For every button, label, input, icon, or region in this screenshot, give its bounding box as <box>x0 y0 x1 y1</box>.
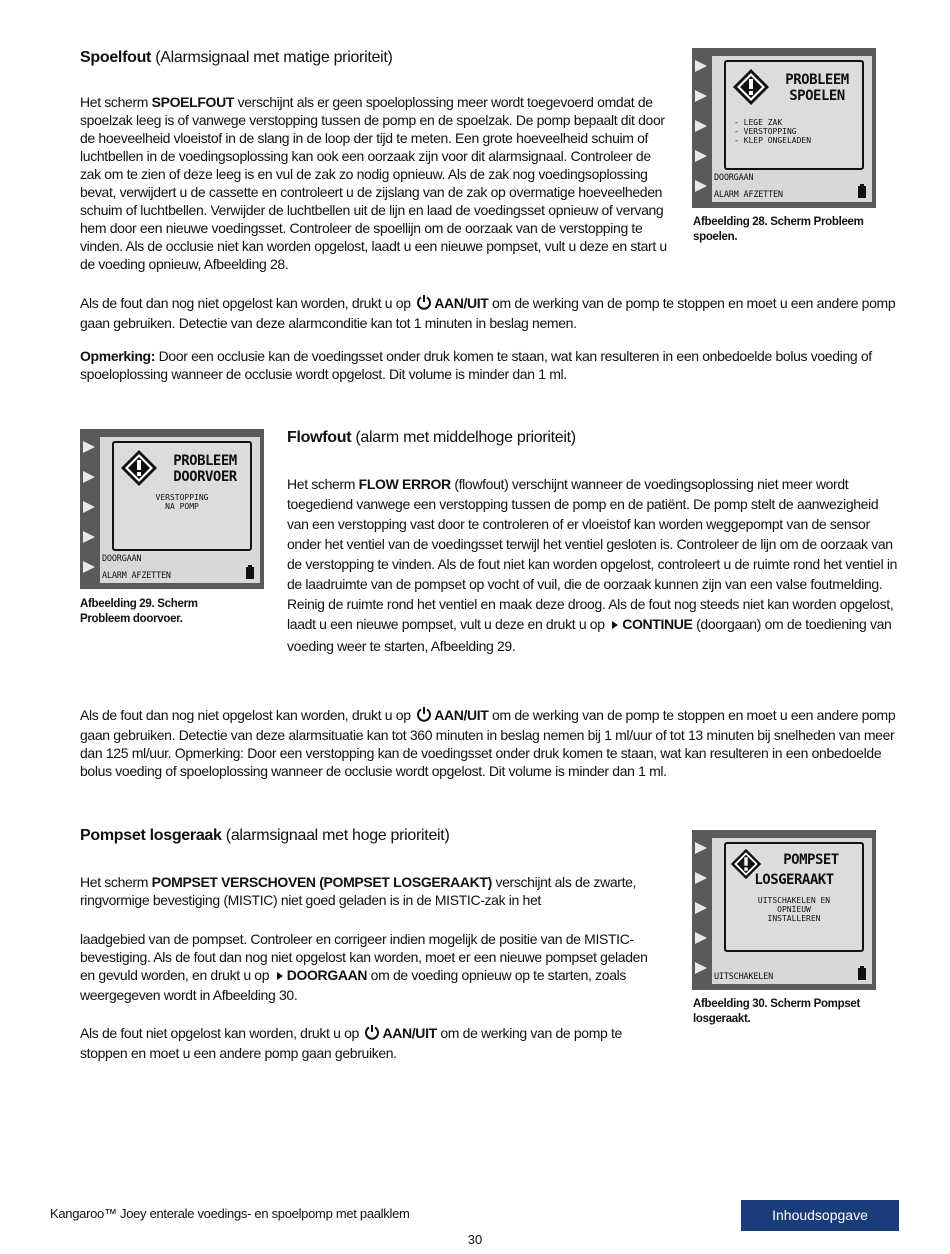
play-arrow-icon <box>692 840 710 856</box>
screen-title <box>764 852 858 868</box>
body-line: - LEGE ZAK <box>734 118 783 127</box>
text: Als de fout dan nog niet opgelost kan worden, drukt u op <box>80 295 415 311</box>
lcd-display <box>712 56 872 202</box>
power-icon <box>364 1024 380 1044</box>
text: Het scherm <box>287 476 359 492</box>
play-arrow-icon <box>692 178 710 194</box>
body-line: VERSTOPPING <box>155 493 209 502</box>
text: Het scherm <box>80 874 152 890</box>
title-line: DOORVOER <box>173 469 237 485</box>
body-line: - VERSTOPPING <box>734 127 797 136</box>
play-arrow-icon <box>692 930 710 946</box>
body-line: NA POMP <box>165 502 199 511</box>
paragraph-pompset-3 <box>80 1024 660 1062</box>
text: verschijnt als de zwarte, ringvormige bevestiging (MISTIC) niet goed geladen is in de MISTIC-zak in het <box>80 874 637 908</box>
pump-screen-probleem-doorvoer <box>80 429 264 589</box>
play-arrow-icon <box>80 529 98 545</box>
body-line: - KLEP ONGELADEN <box>734 136 812 145</box>
softkey-doorgaan[interactable]: DOORGAAN <box>102 554 142 564</box>
play-arrow-icon <box>80 559 98 575</box>
body-line: UITSCHAKELEN EN <box>757 896 831 905</box>
keyword-doorgaan: DOORGAAN <box>286 967 368 983</box>
play-arrow-icon <box>80 499 98 515</box>
alarm-box <box>724 60 864 170</box>
caption-fig29 <box>80 597 270 627</box>
softkey-alarm-afzetten[interactable]: ALARM AFZETTEN <box>102 571 171 581</box>
screen-body <box>118 493 246 511</box>
softkey-alarm-afzetten[interactable]: ALARM AFZETTEN <box>714 190 783 200</box>
priority-flowfout: (alarm met middelhoge prioriteit) <box>355 429 576 446</box>
text: om de voeding opnieuw op te starten, zoals weergegeven wordt in Afbeelding 30. <box>80 967 627 1003</box>
play-arrow-icon <box>80 469 98 485</box>
softkey-uitschakelen[interactable]: UITSCHAKELEN <box>714 972 774 982</box>
alarm-box <box>112 441 252 551</box>
keyword-spoelfout: SPOELFOUT <box>151 94 235 110</box>
pump-screen-pompset-losgeraakt <box>692 830 876 990</box>
text: (doorgaan) om de toediening van voeding weer te starten, Afbeelding 29. <box>287 616 892 654</box>
text: Als de fout niet opgelost kan worden, drukt u op <box>80 1025 363 1041</box>
section-title-pompset <box>80 826 670 846</box>
softkey-arrows <box>692 58 712 208</box>
battery-icon <box>858 184 866 198</box>
keyword-continue: CONTINUE <box>622 616 693 632</box>
priority-pompset: (alarmsignaal met hoge prioriteit) <box>225 827 450 844</box>
heading-flowfout: Flowfout <box>287 429 352 446</box>
keyword-pompset-verschoven: POMPSET VERSCHOVEN (POMPSET LOSGERAAKT) <box>151 874 492 890</box>
text: verschijnt als er geen spoeloplossing meer wordt toegevoerd omdat de spoelzak leeg is of vanwege verstopping tussen de pomp en de spoelzak. De pomp bepaalt dit door de hoeveelheid vloeistof in de slang in de loop der tijd te meten. Een grote hoeveelheid schuim of luchtbellen in de voedingsoplossing kan ook een oorzaak zijn voor dit alarmsignaal. Controleer de zak om te zien of deze leeg is en vul de zak zo nodig opnieuw. Als de zak nog voedingsoplossing bevat, verwijdert u de cassette en controleert u de zijslang van de zak op overmatige hoeveelheden schuim of luchtbellen. Verwijder de luchtbellen uit de lijn en laad de voedingsset opnieuw of vervang hem door een nieuwe voedingsset. Controleer de spoellijn om de oorzaak van de verstopping te vinden. Als de occlusie niet kan worden opgelost, laadt u een nieuwe pompset, vult u deze en start u de voeding opnieuw, Afbeelding 28. <box>80 94 667 272</box>
page-number: 30 <box>467 1232 483 1247</box>
section-title-spoelfout <box>80 48 670 68</box>
title-line: LOSGERAAKT <box>754 872 834 888</box>
play-arrow-icon <box>692 148 710 164</box>
caption-line: Probleem doorvoer. <box>80 613 183 625</box>
text: Het scherm <box>80 94 152 110</box>
lcd-display <box>100 437 260 583</box>
note-text: Door een occlusie kan de voedingsset onder druk komen te staan, wat kan resulteren in een onbedoelde bolus voeding of spoeloplossing wanneer de occlusie wordt opgelost. Dit volume is minder dan 1 ml. <box>80 348 872 382</box>
note-label: Opmerking: <box>80 348 156 364</box>
play-arrow-icon <box>275 968 285 986</box>
caption-fig30: Afbeelding 30. Scherm Pompset losgeraakt. <box>693 998 861 1025</box>
body-line: INSTALLEREN <box>767 914 821 923</box>
play-arrow-icon <box>692 58 710 74</box>
play-arrow-icon <box>692 118 710 134</box>
power-icon <box>416 294 432 314</box>
play-arrow-icon <box>610 616 620 636</box>
screen-title-line2 <box>730 872 858 888</box>
power-icon <box>416 706 432 726</box>
title-line: SPOELEN <box>789 88 845 104</box>
keyword-flow-error: FLOW ERROR <box>358 476 451 492</box>
alert-diamond-icon <box>732 68 770 106</box>
text: laadgebied van de pompset. Controleer en corrigeer indien mogelijk de positie van de MISTIC-bevestiging. Als de fout dan nog niet opgelost kan worden, moet er een nieuwe pompset geladen en gevuld worden, en drukt u op <box>80 931 648 983</box>
paragraph-spoelfout-1 <box>80 93 670 273</box>
title-line: POMPSET <box>783 852 839 868</box>
play-arrow-icon <box>80 439 98 455</box>
play-arrow-icon <box>692 960 710 976</box>
keyword-aan-uit: AAN/UIT <box>434 295 489 311</box>
alert-diamond-icon <box>120 449 158 487</box>
pump-screen-probleem-spoelen <box>692 48 876 208</box>
paragraph-flowfout-2 <box>80 706 900 780</box>
section-title-flowfout <box>287 428 899 448</box>
alarm-box <box>724 842 864 952</box>
softkey-arrows <box>80 439 100 589</box>
text: om de werking van de pomp te stoppen en moet u een andere pomp gaan gebruiken. <box>80 1025 622 1061</box>
keyword-aan-uit: AAN/UIT <box>434 707 489 723</box>
softkey-arrows <box>692 840 712 990</box>
paragraph-pompset-2 <box>80 930 660 1004</box>
text: Als de fout dan nog niet opgelost kan worden, drukt u op <box>80 707 415 723</box>
play-arrow-icon <box>692 900 710 916</box>
note-spoelfout <box>80 347 900 383</box>
paragraph-flowfout-1 <box>287 474 899 656</box>
heading-spoelfout: Spoelfout <box>80 49 152 66</box>
screen-title <box>774 72 860 104</box>
caption-line: Afbeelding 29. Scherm <box>80 598 198 610</box>
battery-icon <box>246 565 254 579</box>
text: om de werking van de pomp te stoppen en moet u een andere pomp gaan gebruiken. Detectie van deze alarmconditie kan tot 1 minuten in beslag nemen. <box>80 295 896 331</box>
text: om de werking van de pomp te stoppen en moet u een andere pomp gaan gebruiken. Detectie van deze alarmsituatie kan tot 360 minuten in beslag nemen bij 1 ml/uur of tot 13 minuten bij snelheden van meer dan 125 ml/uur. Opmerking: Door een verstopping kan de voedingsset onder druk komen te staan, wat kan resulteren in een onbedoelde bolus voeding of spoeloplossing wanneer de occlusie wordt opgelost. Dit volume is minder dan 1 ml. <box>80 707 896 779</box>
title-line: PROBLEEM <box>785 72 849 88</box>
body-line: OPNIEUW <box>777 905 811 914</box>
priority-spoelfout: (Alarmsignaal met matige prioriteit) <box>155 49 393 66</box>
screen-body <box>734 118 862 145</box>
title-line: PROBLEEM <box>173 453 237 469</box>
text: (flowfout) verschijnt wanneer de voedingsoplossing niet meer wordt toegediend vanwege een verstopping tussen de pomp en de patiënt. De pomp stelt de aanwezigheid van een verstopping vast door te controleren of er vloeistof kan worden weggepompt van de sensor onder het ventiel van de voedingsset terwijl het ventiel gesloten is. Controleer de lijn om de oorzaak van de verstopping te vinden. Als de fout niet kan worden opgelost, controleert u de ruimte rond het ventiel in de laadruimte van de pompset op vocht of vuil, die de oorzaak kunnen zijn van een valse foutmelding. Reinig de ruimte rond het ventiel en maak deze droog. Als de fout nog steeds niet kan worden opgelost, laadt u een nieuwe pompset, vult u deze en drukt u op <box>287 476 898 632</box>
battery-icon <box>858 966 866 980</box>
softkey-doorgaan[interactable]: DOORGAAN <box>714 173 754 183</box>
paragraph-spoelfout-2 <box>80 294 900 332</box>
keyword-aan-uit: AAN/UIT <box>382 1025 437 1041</box>
footer-product-name: Kangaroo™ Joey enterale voedings- en spoelpomp met paalklem <box>50 1206 410 1221</box>
screen-body <box>730 896 858 923</box>
table-of-contents-button[interactable]: Inhoudsopgave <box>741 1200 899 1231</box>
lcd-display <box>712 838 872 984</box>
screen-title <box>162 453 248 485</box>
paragraph-pompset-1 <box>80 873 660 909</box>
caption-fig28: Afbeelding 28. Scherm Probleem spoelen. <box>693 216 864 243</box>
play-arrow-icon <box>692 870 710 886</box>
play-arrow-icon <box>692 88 710 104</box>
heading-pompset: Pompset losgeraak <box>80 827 222 844</box>
